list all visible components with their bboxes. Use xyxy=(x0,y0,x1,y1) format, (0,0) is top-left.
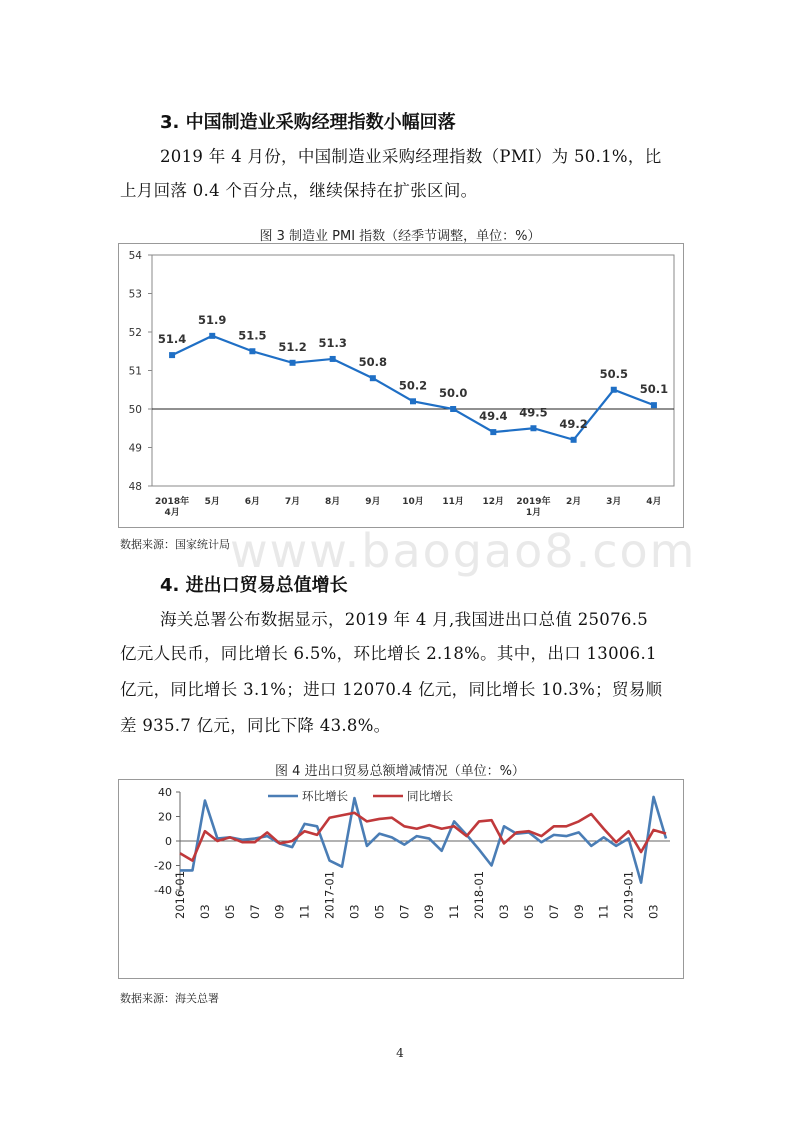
trade-x-tick-label: 09 xyxy=(422,904,437,919)
pmi-data-label: 51.2 xyxy=(278,339,307,354)
pmi-data-point xyxy=(290,360,296,366)
pmi-plot-area xyxy=(152,255,674,486)
pmi-data-label: 51.4 xyxy=(157,332,187,347)
trade-legend-label: 同比增长 xyxy=(407,789,453,803)
pmi-x-tick-label: 2019年 xyxy=(516,497,551,507)
pmi-data-label: 50.2 xyxy=(398,378,428,393)
trade-x-tick-label: 09 xyxy=(272,904,287,919)
page-number: 4 xyxy=(396,1046,404,1060)
pmi-y-tick-label: 50 xyxy=(128,404,142,416)
pmi-data-point xyxy=(249,348,255,354)
section-3-paragraph-line-1: 2019 年 4 月份，中国制造业采购经理指数（PMI）为 50.1%，比 xyxy=(160,147,662,166)
pmi-x-tick-label: 6月 xyxy=(244,497,261,507)
pmi-data-label: 50.0 xyxy=(438,386,468,400)
section-3-heading: 3. 中国制造业采购经理指数小幅回落 xyxy=(160,112,456,133)
pmi-y-tick-label: 51 xyxy=(128,365,142,378)
trade-series-line-mom xyxy=(180,797,666,883)
pmi-x-tick-label: 2月 xyxy=(565,497,582,507)
pmi-data-point xyxy=(611,387,617,393)
pmi-data-point xyxy=(490,429,496,435)
trade-x-tick-label: 05 xyxy=(521,904,536,919)
section-4-paragraph-line-4: 差 935.7 亿元，同比下降 43.8%。 xyxy=(120,716,391,735)
pmi-data-label: 49.5 xyxy=(519,405,548,420)
pmi-data-point xyxy=(370,375,376,381)
trade-y-tick-label: 0 xyxy=(165,835,172,848)
trade-x-tick-label: 07 xyxy=(397,904,412,919)
trade-x-tick-label: 03 xyxy=(197,904,212,919)
pmi-x-tick-label: 1月 xyxy=(525,508,542,518)
trade-x-tick-label: 2017-01 xyxy=(322,870,337,919)
pmi-data-label: 49.2 xyxy=(559,416,588,431)
trade-x-tick-label: 2019-01 xyxy=(621,870,636,919)
pmi-data-label: 50.1 xyxy=(639,382,669,397)
section-4-paragraph-line-3: 亿元，同比增长 3.1%；进口 12070.4 亿元，同比增长 10.3%；贸易顺 xyxy=(120,680,663,699)
trade-x-tick-label: 03 xyxy=(497,904,511,919)
pmi-x-tick-label: 10月 xyxy=(402,497,424,507)
trade-x-tick-label: 11 xyxy=(447,904,462,919)
trade-x-tick-label: 03 xyxy=(646,904,661,919)
pmi-data-point xyxy=(571,437,577,443)
trade-y-tick-label: 40 xyxy=(158,786,172,799)
pmi-x-tick-label: 2018年 xyxy=(155,497,190,507)
trade-x-tick-label: 09 xyxy=(571,904,586,919)
pmi-x-tick-label: 9月 xyxy=(365,497,381,507)
trade-x-tick-label: 07 xyxy=(546,904,561,919)
pmi-y-tick-label: 48 xyxy=(128,481,142,493)
trade-x-tick-label: 03 xyxy=(347,904,362,919)
pmi-y-tick-label: 53 xyxy=(128,288,142,301)
figure-3-caption: 图 3 制造业 PMI 指数（经季节调整，单位：%） xyxy=(259,229,541,244)
pmi-data-point xyxy=(209,333,215,339)
trade-x-tick-label: 11 xyxy=(596,904,611,919)
pmi-data-point xyxy=(530,425,536,431)
pmi-data-label: 51.9 xyxy=(198,312,227,327)
pmi-data-point xyxy=(169,352,175,358)
pmi-y-tick-label: 54 xyxy=(128,250,142,262)
trade-y-tick-label: -40 xyxy=(154,884,172,897)
pmi-data-label: 51.3 xyxy=(318,335,347,350)
trade-x-tick-label: 05 xyxy=(222,904,237,919)
pmi-data-point xyxy=(450,406,456,412)
section-4-heading: 4. 进出口贸易总值增长 xyxy=(160,575,348,596)
pmi-data-point xyxy=(330,356,336,362)
section-3-paragraph-line-2: 上月回落 0.4 个百分点，继续保持在扩张区间。 xyxy=(120,181,478,200)
pmi-data-label: 50.5 xyxy=(599,366,628,381)
pmi-x-tick-label: 12月 xyxy=(482,497,505,507)
trade-x-tick-label: 07 xyxy=(247,904,262,919)
trade-x-tick-label: 05 xyxy=(372,904,387,919)
figure-4-caption: 图 4 进出口贸易总额增减情况（单位：%） xyxy=(275,764,525,779)
pmi-data-point xyxy=(651,402,657,408)
pmi-y-tick-label: 52 xyxy=(128,327,142,339)
trade-x-tick-label: 11 xyxy=(297,904,312,919)
pmi-chart xyxy=(118,243,684,528)
section-4-paragraph-line-2: 亿元人民币，同比增长 6.5%，环比增长 2.18%。其中，出口 13006.1 xyxy=(120,644,657,663)
watermark: www.baogao8.com xyxy=(230,524,697,578)
pmi-y-tick-label: 49 xyxy=(128,442,142,455)
pmi-data-label: 51.5 xyxy=(238,328,267,343)
pmi-x-tick-label: 4月 xyxy=(646,497,662,507)
trade-x-tick-label: 2018-01 xyxy=(472,870,487,919)
trade-y-tick-label: 20 xyxy=(158,810,172,824)
trade-legend-label: 环比增长 xyxy=(302,789,348,803)
trade-x-tick-label: 2016-01 xyxy=(173,870,187,919)
trade-chart xyxy=(118,779,684,979)
pmi-x-tick-label: 11月 xyxy=(442,497,464,507)
pmi-x-tick-label: 3月 xyxy=(606,497,622,507)
figure-4-source: 数据来源：海关总署 xyxy=(120,992,219,1005)
pmi-x-tick-label: 7月 xyxy=(284,497,301,507)
trade-y-tick-label: -20 xyxy=(154,859,172,873)
pmi-data-point xyxy=(410,398,416,404)
pmi-data-label: 49.4 xyxy=(479,409,508,424)
pmi-x-tick-label: 4月 xyxy=(164,508,180,518)
figure-3-source: 数据来源：国家统计局 xyxy=(120,538,230,551)
section-4-paragraph-line-1: 海关总署公布数据显示，2019 年 4 月,我国进出口总值 25076.5 xyxy=(160,610,649,629)
pmi-data-label: 50.8 xyxy=(358,355,388,370)
pmi-x-tick-label: 8月 xyxy=(325,497,341,507)
pmi-x-tick-label: 5月 xyxy=(204,497,220,507)
